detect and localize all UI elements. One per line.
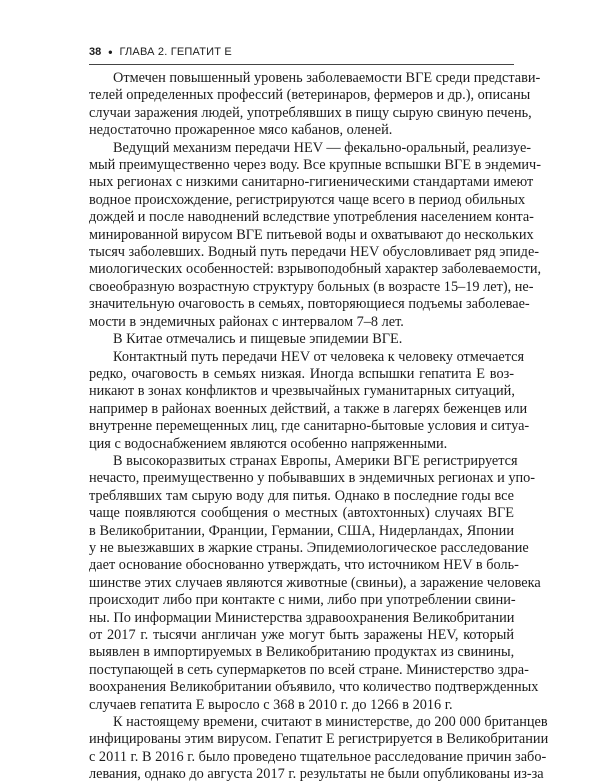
header-bullet: • [108, 45, 113, 59]
text-line: ных регионах с низкими санитарно-гигиеническими стандартами имеют [89, 174, 534, 191]
text-line: поступающей в сеть супермаркетов по всей стране. Министерство здра- [89, 661, 529, 678]
text-line: телей определенных профессий (ветеринаров, фермеров и др.), описаны [89, 87, 531, 104]
text-line: случаев гепатита Е выросло с 368 в 2010 г. до 1266 в 2016 г. [89, 696, 453, 713]
text-line: Ведущий механизм передачи HEV — фекально-оральный, реализуе- [113, 139, 532, 156]
text-line: шинстве этих случаев являются животные (свиньи), а заражение человека [89, 574, 541, 591]
text-line: происходит либо при контакте с ними, либо при употреблении свини- [89, 592, 516, 609]
text-line: чаще появляются сообщения о местных (автохтонных) случаях ВГЕ [89, 505, 514, 522]
paragraph [89, 714, 549, 784]
text-line: Контактный путь передачи HEV от человека к человеку отмечается [113, 348, 525, 365]
text-line: левания, однако до августа 2017 г. результаты не были опубликованы из-за [89, 766, 544, 783]
running-header [89, 43, 514, 61]
paragraph [89, 348, 530, 453]
text-line: тысяч заболевших. Водный путь передачи HEV обусловливает ряд эпиде- [89, 244, 540, 261]
text-line: В Китае отмечались и пищевые эпидемии ВГЕ. [113, 331, 403, 348]
text-line: дает основание обоснованно утверждать, что источником HEV в боль- [89, 557, 519, 574]
text-line: дождей и после наводнений вследствие употребления населением конта- [89, 209, 534, 226]
paragraph [89, 70, 541, 140]
text-line: своеобразную возрастную структуру больных (в возрасте 15–19 лет), не- [89, 278, 534, 295]
header-rule [89, 64, 514, 65]
text-line: например в районах военных действий, а также в лагерях беженцев или [89, 400, 528, 417]
text-line: ны. По информации Министерства здравоохранения Великобритании [89, 609, 515, 626]
text-line: в Великобритании, Франции, Германии, США, Нидерландах, Японии [89, 522, 514, 539]
body-text [89, 70, 549, 784]
paragraph [89, 139, 542, 331]
text-line: редко, очаговость в семьях низкая. Иногда вспышки гепатита Е воз- [89, 365, 514, 382]
text-line: у не выезжавших в жаркие страны. Эпидемиологическое расследование [89, 539, 529, 556]
text-line: никают в зонах конфликтов и чрезвычайных гуманитарных ситуаций, [89, 383, 515, 400]
paragraph [89, 331, 514, 348]
text-line: треблявших там сырую воду для питья. Однако в последние годы все [89, 487, 514, 504]
chapter-title: ГЛАВА 2. ГЕПАТИТ Е [119, 46, 232, 58]
paragraph [89, 452, 541, 714]
text-line: инфицированы этим вирусом. Гепатит Е регистрируется в Великобритании [89, 731, 549, 748]
text-line: мый преимущественно через воду. Все крупные вспышки ВГЕ в эндемич- [89, 157, 541, 174]
text-line: водное происхождение, регистрируются чаще всего в период обильных [89, 191, 526, 208]
page-number: 38 [89, 46, 102, 58]
text-line: нечасто, преимущественно у побывавших в эндемичных регионах и упо- [89, 470, 536, 487]
text-line: с 2011 г. В 2016 г. было проведено тщательное расследование причин забо- [89, 748, 547, 765]
text-line: случаи заражения людей, употреблявших в пищу сырую свиную печень, [89, 104, 532, 121]
text-line: мости в эндемичных районах с интервалом 7–8 лет. [89, 313, 404, 330]
text-line: недостаточно прожаренное мясо кабанов, оленей. [89, 122, 393, 139]
text-line: воохранения Великобритании объявило, что количество подтвержденных [89, 679, 539, 696]
text-line: В высокоразвитых странах Европы, Америки ВГЕ регистрируется [113, 452, 518, 469]
text-line: ция с водоснабжением являются особенно напряженными. [89, 435, 448, 452]
text-line: выявлен в импортируемых в Великобританию продуктах из свинины, [89, 644, 515, 661]
text-line: внутренне перемещенных лиц, где санитарно-бытовые условия и ситуа- [89, 418, 530, 435]
text-line: Отмечен повышенный уровень заболеваемости ВГЕ среди представи- [113, 70, 541, 86]
text-line: миологических особенностей: взрывоподобный характер заболеваемости, [89, 261, 542, 278]
text-line: от 2017 г. тысячи англичан уже могут быть заражены HEV, который [89, 627, 514, 643]
text-line: минированной вирусом ВГЕ питьевой воды и охватывают до нескольких [89, 226, 534, 243]
text-line: К настоящему времени, считают в министерстве, до 200 000 британцев [113, 714, 548, 731]
text-line: значительную очаговость в семьях, повторяющиеся подъемы заболевае- [89, 296, 530, 313]
